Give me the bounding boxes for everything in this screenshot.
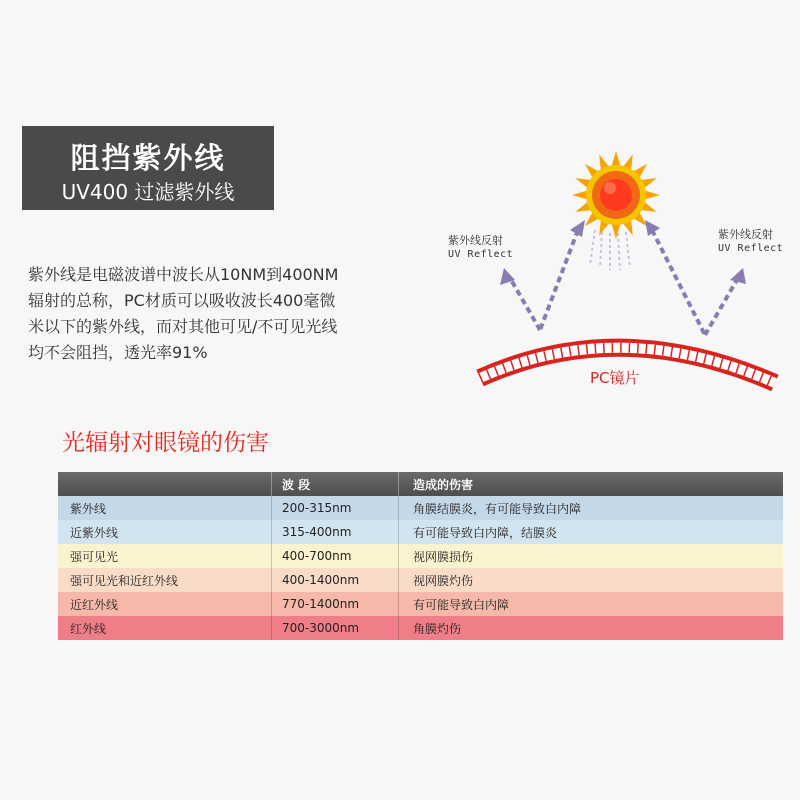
sun-ray (611, 223, 620, 239)
table-header (58, 472, 783, 496)
harm-table (58, 472, 783, 640)
diagram-graphic (430, 130, 800, 400)
description-line: 紫外线是电磁波谱中波长从10NM到400NM (28, 265, 339, 284)
sun-ray (644, 190, 660, 199)
table-cell-name: 紫外线 (70, 501, 107, 516)
left-reflect-label (448, 234, 513, 262)
table-cell-band: 400-700nm (271, 544, 398, 568)
table-cell-name: 近红外线 (70, 597, 119, 612)
table-row (58, 496, 783, 520)
table-cell-harm: 有可能导致白内障，结膜炎 (398, 520, 783, 544)
table-cell-harm: 有可能导致白内障 (398, 592, 783, 616)
table-row (58, 520, 783, 544)
table-cell-harm: 视网膜灼伤 (398, 568, 783, 592)
right-reflect-cn: 紫外线反射 (718, 228, 773, 241)
left-reflect-cn: 紫外线反射 (448, 234, 503, 247)
uv-reflect-diagram (430, 130, 800, 400)
title-banner (22, 126, 274, 210)
table-cell-band: 700-3000nm (271, 616, 398, 640)
table-cell-name: 近紫外线 (70, 525, 119, 540)
table-cell-name: 红外线 (70, 621, 107, 636)
description-line: 米以下的紫外线，而对其他可见/不可见光线 (28, 317, 338, 336)
table-row (58, 592, 783, 616)
header-cell: 造成的伤害 (398, 472, 783, 496)
section-title: 光辐射对眼镜的伤害 (62, 430, 269, 456)
table-row (58, 544, 783, 568)
table-cell-harm: 视网膜损伤 (398, 544, 783, 568)
description-line: 均不会阻挡，透光率91% (28, 343, 208, 362)
table-cell-band: 200-315nm (271, 496, 398, 520)
table-row (58, 616, 783, 640)
table-row (58, 568, 783, 592)
table-cell-harm: 角膜灼伤 (398, 616, 783, 640)
left-reflect-arrow (510, 230, 578, 330)
sun-ray (611, 151, 620, 167)
table-cell-name: 强可见光 (70, 549, 119, 564)
banner-title: 阻挡紫外线 (70, 141, 226, 175)
description-text (28, 262, 368, 366)
sun-ray (572, 190, 588, 199)
table-cell-band: 315-400nm (271, 520, 398, 544)
table-cell-name: 强可见光和近红外线 (70, 573, 179, 588)
lens-label: PC镜片 (590, 369, 640, 387)
table-cell-harm: 角膜结膜炎，有可能导致白内障 (398, 496, 783, 520)
header-cell: 波 段 (271, 472, 398, 496)
description-line: 辐射的总称，PC材质可以吸收波长400毫微 (28, 291, 336, 310)
right-reflect-en: UV Reflect (718, 243, 784, 254)
left-reflect-en: UV Reflect (448, 249, 514, 260)
right-reflect-label (718, 228, 783, 256)
table-cell-band: 770-1400nm (271, 592, 398, 616)
table-cell-band: 400-1400nm (271, 568, 398, 592)
banner-subtitle: UV400 过滤紫外线 (61, 180, 235, 204)
